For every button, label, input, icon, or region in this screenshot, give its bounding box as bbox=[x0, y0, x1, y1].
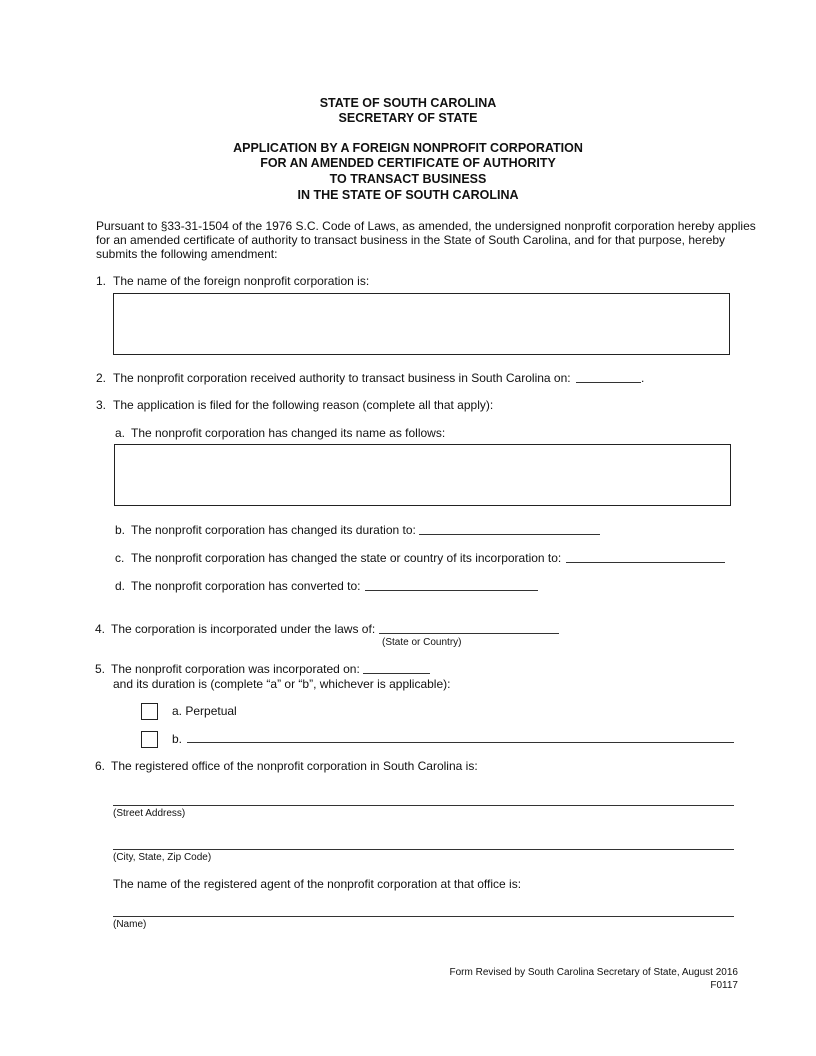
office-heading: SECRETARY OF STATE bbox=[338, 111, 478, 125]
state-heading: STATE OF SOUTH CAROLINA bbox=[319, 96, 497, 110]
item-6-number: 6. bbox=[95, 759, 106, 773]
duration-field[interactable] bbox=[419, 534, 600, 535]
item-3-text: The application is filed for the following reason (complete all that apply): bbox=[113, 398, 494, 412]
city-state-zip-caption: (City, State, Zip Code) bbox=[113, 852, 212, 863]
item-3a-letter: a. bbox=[115, 426, 126, 440]
form-title-line-2: FOR AN AMENDED CERTIFICATE OF AUTHORITY bbox=[260, 156, 556, 170]
item-3-number: 3. bbox=[96, 398, 107, 412]
item-3a-text: The nonprofit corporation has changed its name as follows: bbox=[131, 426, 446, 440]
state-or-country-caption: (State or Country) bbox=[382, 637, 462, 648]
intro-line-2: for an amended certificate of authority to transact business in the State of South Carolina, and for that purpose, hereby bbox=[96, 233, 726, 247]
item-4-text: The corporation is incorporated under the laws of: bbox=[111, 622, 376, 636]
incorporation-state-field[interactable] bbox=[566, 562, 725, 563]
agent-name-caption: (Name) bbox=[113, 919, 147, 930]
converted-to-field[interactable] bbox=[365, 590, 538, 591]
item-4-number: 4. bbox=[95, 622, 106, 636]
other-duration-field[interactable] bbox=[187, 742, 734, 743]
form-title-line-3: TO TRANSACT BUSINESS bbox=[329, 172, 487, 186]
new-name-field[interactable] bbox=[114, 444, 731, 506]
item-1-text: The name of the foreign nonprofit corporation is: bbox=[113, 274, 370, 288]
item-1-number: 1. bbox=[96, 274, 107, 288]
perpetual-label: a. Perpetual bbox=[172, 704, 237, 718]
item-3d-letter: d. bbox=[115, 579, 126, 593]
item-6-text: The registered office of the nonprofit corporation in South Carolina is: bbox=[111, 759, 478, 773]
form-title-line-1: APPLICATION BY A FOREIGN NONPROFIT CORPORATION bbox=[233, 141, 583, 155]
other-duration-checkbox[interactable] bbox=[141, 731, 158, 748]
item-5-text: The nonprofit corporation was incorporated on: bbox=[111, 662, 360, 676]
form-id: F0117 bbox=[710, 980, 738, 991]
form-revision-note: Form Revised by South Carolina Secretary of State, August 2016 bbox=[449, 967, 738, 978]
item-2-period: . bbox=[641, 371, 645, 385]
street-address-field[interactable] bbox=[113, 805, 734, 806]
state-or-country-field[interactable] bbox=[379, 633, 559, 634]
other-duration-label: b. bbox=[172, 732, 183, 746]
item-2-text: The nonprofit corporation received authority to transact business in South Carolina on: bbox=[113, 371, 571, 385]
item-5-text-2: and its duration is (complete “a” or “b”, whichever is applicable): bbox=[113, 677, 451, 691]
street-address-caption: (Street Address) bbox=[113, 808, 186, 819]
city-state-zip-field[interactable] bbox=[113, 849, 734, 850]
item-3c-letter: c. bbox=[115, 551, 125, 565]
form-title-line-4: IN THE STATE OF SOUTH CAROLINA bbox=[297, 188, 519, 202]
perpetual-checkbox[interactable] bbox=[141, 703, 158, 720]
corporation-name-field[interactable] bbox=[113, 293, 730, 355]
registered-agent-text: The name of the registered agent of the nonprofit corporation at that office is: bbox=[113, 877, 522, 891]
authority-date-field[interactable] bbox=[576, 382, 641, 383]
intro-line-3: submits the following amendment: bbox=[96, 247, 278, 261]
item-3d-text: The nonprofit corporation has converted to: bbox=[131, 579, 361, 593]
intro-line-1: Pursuant to §33-31-1504 of the 1976 S.C. Code of Laws, as amended, the undersigned nonprofit corporation hereby applies bbox=[96, 219, 756, 233]
item-2-number: 2. bbox=[96, 371, 107, 385]
incorporation-date-field[interactable] bbox=[363, 673, 430, 674]
item-3b-letter: b. bbox=[115, 523, 126, 537]
item-5-number: 5. bbox=[95, 662, 106, 676]
registered-agent-name-field[interactable] bbox=[113, 916, 734, 917]
item-3c-text: The nonprofit corporation has changed the state or country of its incorporation to: bbox=[131, 551, 562, 565]
item-3b-text: The nonprofit corporation has changed its duration to: bbox=[131, 523, 416, 537]
